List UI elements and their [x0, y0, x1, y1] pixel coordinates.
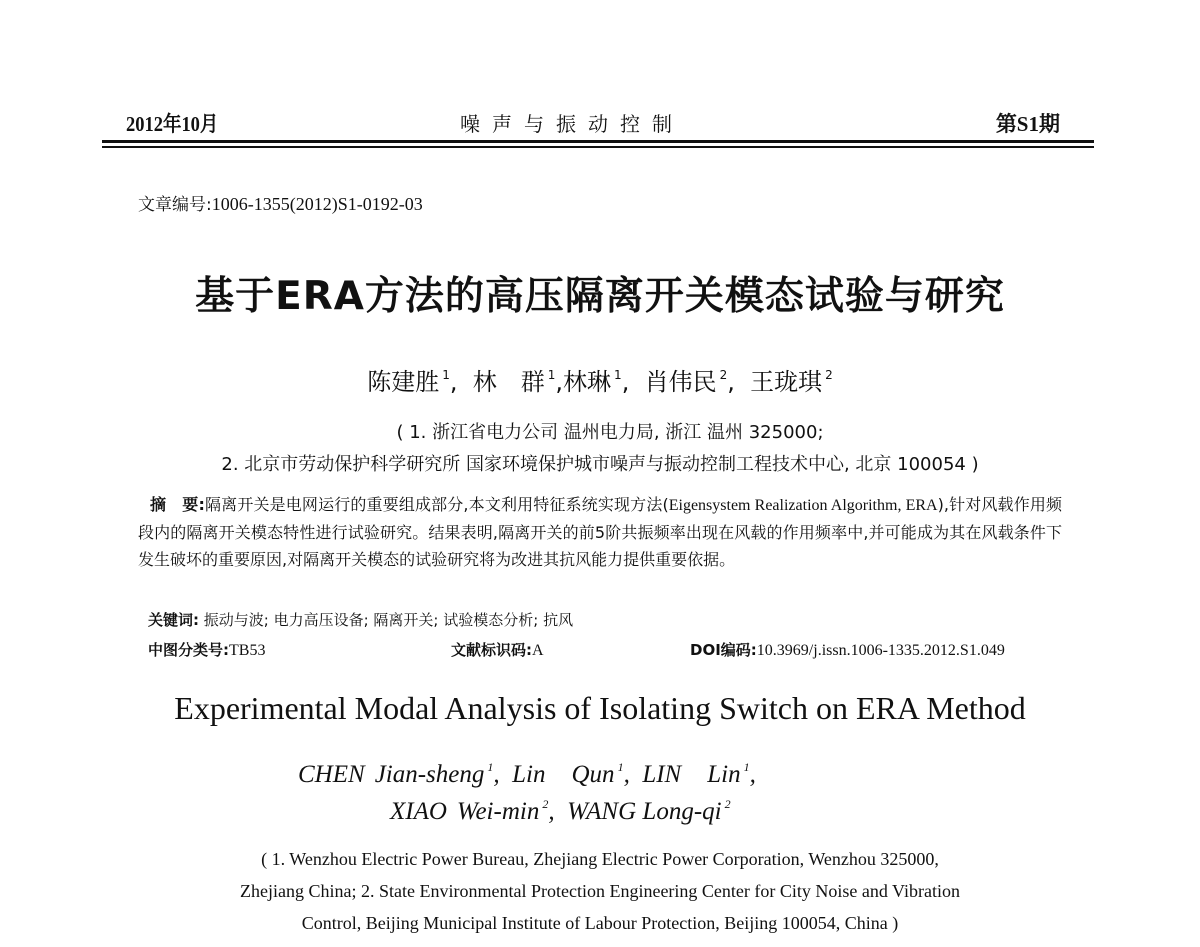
document-code-value: A [532, 642, 544, 659]
author-given: Wei-min [456, 798, 540, 825]
author-aff-mark: 1 [547, 368, 556, 382]
issue-date: 2012年10月 [126, 112, 219, 136]
article-id-value: 1006-1355(2012)S1-0192-03 [211, 194, 423, 214]
header-rule-thin [102, 146, 1094, 148]
issue-number: 第S1期 [995, 112, 1060, 136]
author-cn: 陈建胜 [367, 368, 440, 396]
clc-number [148, 639, 265, 660]
author-aff-mark: 1 [614, 368, 622, 382]
article-id [138, 190, 423, 215]
doi-label: DOI编码: [690, 641, 757, 659]
author-aff-mark: 2 [724, 797, 731, 811]
running-header [102, 108, 1094, 138]
affiliation-en-line: Zhejiang China; 2. State Environmental Protection Engineering Center for City Noise and Vibration [240, 881, 960, 901]
keywords [148, 609, 573, 630]
author-given: Jian-sheng [374, 761, 485, 788]
author-given: Qun [571, 761, 615, 788]
doi-value: 10.3969/j.issn.1006-1335.2012.S1.049 [756, 642, 1005, 659]
paper-title-en: Experimental Modal Analysis of Isolating Switch on ERA Method [174, 690, 1026, 726]
author-aff-mark: 1 [617, 760, 624, 774]
author-aff-mark: 2 [542, 797, 549, 811]
author-cn: 王珑琪 [750, 368, 823, 396]
author-surname: XIAO [390, 798, 447, 825]
document-code-label: 文献标识码: [451, 641, 532, 659]
clc-label: 中图分类号: [148, 641, 229, 659]
author-given: Long-qi [642, 798, 722, 825]
header-rule-thick [102, 140, 1094, 143]
author-surname: CHEN [298, 761, 365, 788]
author-surname: LIN [642, 761, 682, 788]
abstract-text-en: Eigensystem Realization Algorithm, ERA [668, 497, 938, 514]
abstract-cn [138, 491, 1062, 573]
author-cn: 肖伟民 [644, 368, 717, 396]
author-given: Lin [707, 761, 741, 788]
affiliation-cn-line: ( 1. 浙江省电力公司 温州电力局, 浙江 温州 325000; [396, 422, 824, 443]
affiliation-en-line: ( 1. Wenzhou Electric Power Bureau, Zhejiang Electric Power Corporation, Wenzhou 325000, [261, 849, 939, 869]
document-code [451, 639, 544, 660]
clc-value: TB53 [229, 642, 266, 659]
author-aff-mark: 1 [743, 760, 750, 774]
paper-title-cn: 基于ERA方法的高压隔离开关模态试验与研究 [195, 274, 1005, 319]
author-surname: Lin [512, 761, 546, 788]
author-cn: 林琳 [563, 368, 612, 396]
keywords-label: 关键词: [148, 611, 199, 629]
affiliation-en-line: Control, Beijing Municipal Institute of Labour Protection, Beijing 100054, China ) [301, 913, 899, 933]
author-aff-mark: 1 [442, 368, 450, 382]
journal-name: 噪声与振动控制 [460, 112, 684, 136]
author-aff-mark: 2 [825, 368, 833, 382]
abstract-label: 摘 要: [150, 495, 205, 514]
authors-en-line: CHEN Jian-sheng $^1$, Lin Qun $^1$, LIN Lin $^1$, [298, 760, 756, 788]
affiliation-cn-line: 2. 北京市劳动保护科学研究所 国家环境保护城市噪声与振动控制工程技术中心, 北京 100054 ) [221, 454, 979, 475]
author-aff-mark: 2 [719, 368, 728, 382]
keywords-value: 振动与波; 电力高压设备; 隔离开关; 试验模态分析; 抗风 [203, 611, 574, 629]
article-id-label: 文章编号: [138, 195, 212, 215]
author-surname: WANG [567, 798, 637, 825]
abstract-text: ),针对风载作用频段内的隔离开关模态特性进行试验研究。结果表明,隔离开关的前5阶共振频率出现在风载的作用频率中,并可能成为其在风载条件下发生破坏的重要原因,对隔离开关模态的试验研究将为改进其抗风能力提供重要依据。 [138, 495, 1062, 569]
abstract-text: 隔离开关是电网运行的重要组成部分,本文利用特征系统实现方法( [204, 495, 669, 514]
author-cn: 林 群 [472, 368, 545, 396]
authors-en-line: XIAO Wei-min $^2$, WANG Long-qi $^2$ [390, 797, 731, 825]
doi [690, 639, 1005, 660]
author-aff-mark: 1 [487, 760, 494, 774]
authors-cn: 陈建胜 $^1$, 林 群 $^1$,林琳 $^1$, 肖伟民 $^2$, 王珑琪 $^2$ [367, 368, 833, 396]
